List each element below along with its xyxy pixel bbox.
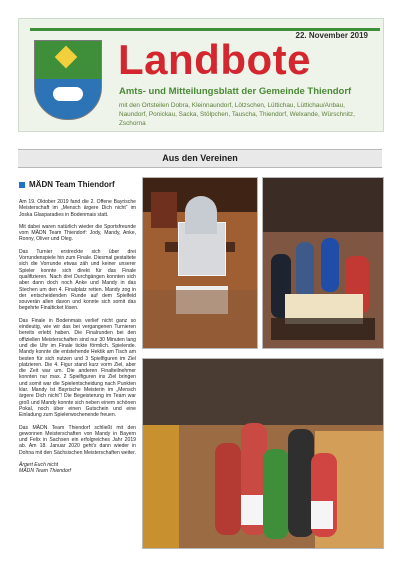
trophy-photo (142, 177, 258, 349)
section-heading: Aus den Vereinen (18, 149, 382, 168)
paragraph-2: Mit dabei waren natürlich wieder die Sportsfreunde vom MÄDN Team Thiendorf: Jody, Mandy, Anke, Ronny, Oliver und Oleg. (19, 223, 136, 243)
issue-date: 22. November 2019 (295, 31, 368, 40)
coat-of-arms-icon (34, 40, 102, 120)
square-bullet-icon (19, 182, 25, 188)
article-body (19, 199, 136, 475)
article-title: MÄDN Team Thiendorf (29, 180, 115, 189)
paragraph-3: Das Turnier erstreckte sich über drei Vorrundenspiele hin zum Finale. Diesmal gestaltete sich die Vorrunde etwas zäh und keiner unserer Spieler konnte sich direkt für das Finale qualifizieren. Nach drei Durchgängen konnten sich aber dann doch noch Anke und Mandy in das Stechen um den 4. Finalplatz retten. Mandy zog in der entscheidenden Runde auf dem Spielfeld souverän allen davon und konnte sich somit das begehrte Finalticket lösen. (19, 248, 136, 312)
publication-subtitle: Amts- und Mitteilungsblatt der Gemeinde Thiendorf (119, 86, 352, 97)
municipalities-list: mit den Ortsteilen Dobra, Kleinnaundorf, Lötzschen, Lüttichau, Lüttichau/Anbau, Naundorf, Ponickau, Sacka, Stölpchen, Tauscha, Thiendorf, Welxande, Würschnitz, Zschorna (119, 102, 355, 127)
paragraph-1: Am 19. Oktober 2019 fand die 2. Offene Bayrische Meisterschaft im „Mensch ärgere Dich nicht“ im Joska Glasparadies in Bodenmais statt. (19, 199, 136, 218)
players-photo (262, 177, 384, 349)
signoff: Ärgert Euch nicht (19, 461, 59, 468)
crest-sheep-icon (53, 87, 83, 101)
article-header (19, 180, 149, 192)
author: MÄDN Team Thiendorf (19, 468, 71, 475)
paragraph-4: Das Finale in Bodenmais verlief nicht ganz so eindeutig, wie wir das bei vergangenen Turnieren bereits erlebt haben. Die Finalrunden bei den offiziellen Meisterschaften sind nur 30 Minuten lang und die Uhr im Finale tickte förmlich. Spielende. Mandy konnte die entstehende Hektik am Tisch am besten für sich nutzen und 3 Spielfiguren im Ziel platzieren. Die 4. Figur stand kurz vorm Ziel, aber die Zeit war um. Die anderen Finalteilnehmer konnten nur max. 2 Spielfiguren ins Ziel bringen und somit war die Spielentscheidung nach Punkten klar. Mandy ist Bayrische Meisterin im „Mensch ärgere Dich nicht“! Die Begeisterung im Team war groß und Mandy konnte sich neben einem schönen Pokal, noch über einen Gutschein und eine Einladung zum Spielerwochenende freuen. (19, 317, 136, 419)
publication-title: Landbote (118, 36, 311, 83)
paragraph-5: Das MÄDN Team Thiendorf schließt mit den gewonnen Meisterschaften von Mandy in Bayern und Felix in Sachsen ein erfolgreiches Jahr 2019 ab. Am 18. Januar 2020 geht’s dann wieder in Dohna mit den Sächsischen Meisterschaften weiter. (19, 424, 136, 456)
team-photo (142, 358, 384, 549)
